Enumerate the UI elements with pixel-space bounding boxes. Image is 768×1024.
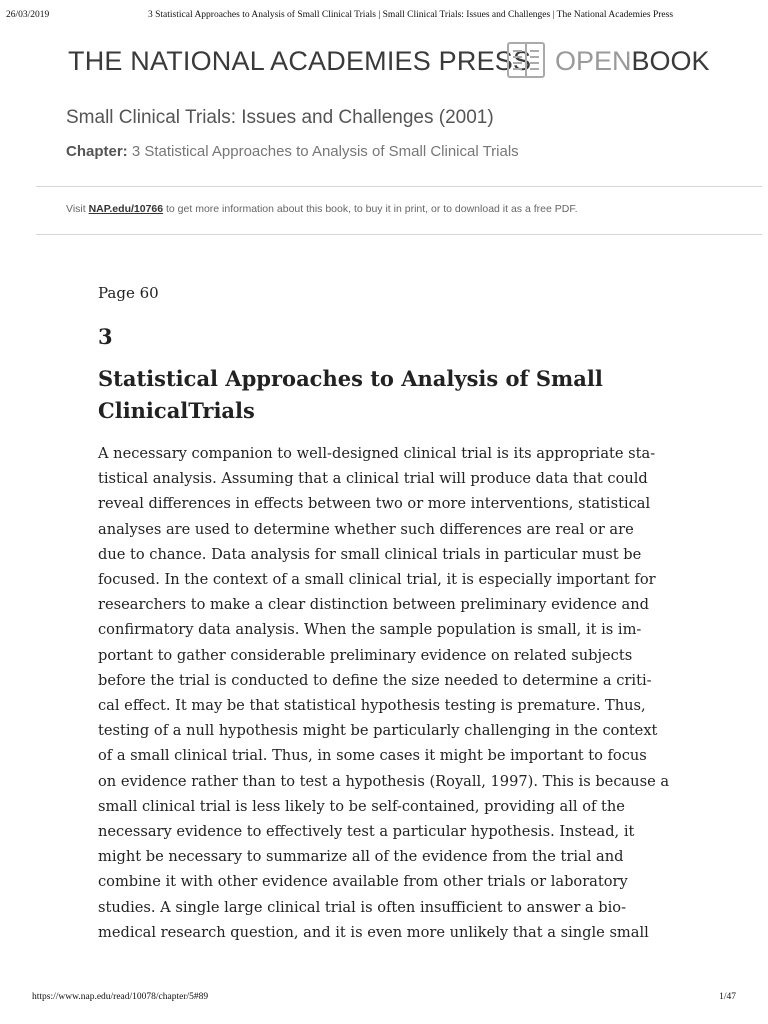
open-book-icon bbox=[506, 40, 546, 80]
chapter-title: 3 Statistical Approaches to Analysis of Small Clinical Trials bbox=[131, 143, 519, 160]
visit-prefix: Visit bbox=[66, 203, 89, 215]
print-footer bbox=[0, 992, 768, 1006]
print-date: 26/03/2019 bbox=[6, 10, 50, 20]
visit-suffix: to get more information about this book, to buy it in print, or to download it as a free PDF. bbox=[163, 203, 578, 215]
book-title[interactable]: Small Clinical Trials: Issues and Challenges (2001) bbox=[66, 107, 494, 128]
chapter-label: Chapter: bbox=[66, 143, 128, 160]
body-line: reveal differences in effects between two or more interventions, statistical bbox=[98, 495, 651, 513]
divider-top bbox=[36, 186, 762, 187]
press-name: THE NATIONAL ACADEMIES PRESS bbox=[68, 46, 532, 76]
body-line: studies. A single large clinical trial is often insufficient to answer a bio- bbox=[98, 898, 626, 916]
body-line: portant to gather considerable preliminary evidence on related subjects bbox=[98, 646, 633, 664]
chapter-content bbox=[98, 284, 672, 945]
chapter-heading-line: Statistical Approaches to Analysis of Small bbox=[98, 366, 603, 391]
body-line: might be necessary to summarize all of the evidence from the trial and bbox=[98, 848, 624, 866]
body-line: analyses are used to determine whether such differences are real or are bbox=[98, 520, 634, 538]
body-line: necessary evidence to effectively test a particular hypothesis. Instead, it bbox=[98, 823, 635, 841]
nap-book-link[interactable]: NAP.edu/10766 bbox=[88, 203, 164, 215]
openbook-book: BOOK bbox=[631, 46, 710, 76]
body-line: researchers to make a clear distinction between preliminary evidence and bbox=[98, 596, 649, 614]
body-line: before the trial is conducted to define the size needed to determine a criti- bbox=[98, 671, 652, 689]
body-paragraph bbox=[98, 441, 672, 945]
chapter-number: 3 bbox=[98, 324, 113, 349]
print-page-count: 1/47 bbox=[719, 992, 736, 1002]
body-line: small clinical trial is less likely to be self-contained, providing all of the bbox=[98, 797, 625, 815]
chapter-heading-line: ClinicalTrials bbox=[98, 398, 255, 423]
body-line: confirmatory data analysis. When the sample population is small, it is im- bbox=[98, 621, 642, 639]
body-line: A necessary companion to well-designed clinical trial is its appropriate sta- bbox=[98, 445, 656, 462]
nap-openbook-logo[interactable] bbox=[68, 40, 708, 84]
body-line: combine it with other evidence available from other trials or laboratory bbox=[98, 873, 628, 891]
print-page-title: 3 Statistical Approaches to Analysis of Small Clinical Trials | Small Clinical Trials: Issues and Challenges | The National Academies Press bbox=[148, 10, 674, 20]
visit-notice bbox=[66, 203, 577, 215]
print-header bbox=[0, 10, 768, 26]
body-line: on evidence rather than to test a hypothesis (Royall, 1997). This is because a bbox=[98, 772, 670, 790]
chapter-line bbox=[66, 143, 519, 160]
print-url: https://www.nap.edu/read/10078/chapter/5#89 bbox=[32, 992, 209, 1002]
divider-bottom bbox=[36, 234, 762, 235]
chapter-heading bbox=[98, 363, 672, 427]
body-line: cal effect. It may be that statistical hypothesis testing is premature. Thus, bbox=[98, 697, 646, 715]
openbook-open: OPEN bbox=[555, 46, 632, 76]
body-line: testing of a null hypothesis might be particularly challenging in the context bbox=[98, 722, 658, 740]
body-line: focused. In the context of a small clinical trial, it is especially important for bbox=[98, 571, 656, 589]
page-number: Page 60 bbox=[98, 284, 159, 302]
body-line: medical research question, and it is even more unlikely that a single small bbox=[98, 923, 649, 941]
body-line: due to chance. Data analysis for small clinical trials in particular must be bbox=[98, 545, 642, 563]
body-line: tistical analysis. Assuming that a clinical trial will produce data that could bbox=[98, 470, 648, 488]
openbook-wordmark bbox=[555, 46, 710, 77]
body-line: of a small clinical trial. Thus, in some cases it might be important to focus bbox=[98, 747, 647, 765]
